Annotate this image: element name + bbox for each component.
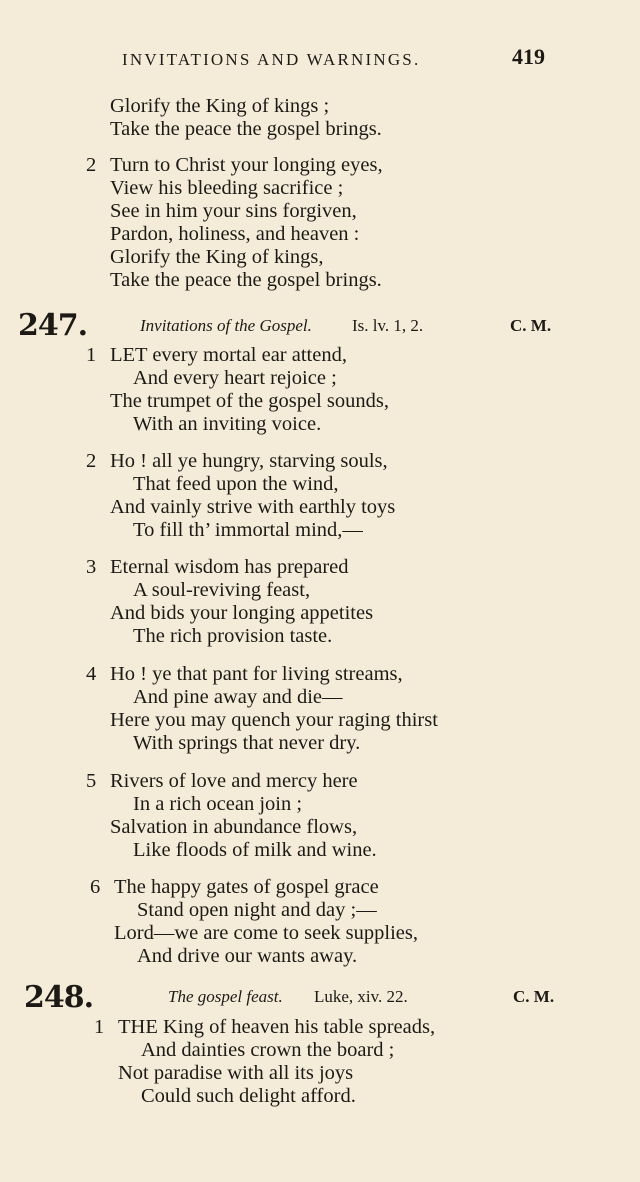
verse-line: And pine away and die— [133, 686, 343, 708]
verse-line: A soul-reviving feast, [133, 579, 311, 601]
verse-number: 3 [86, 556, 97, 578]
verse-number: 5 [86, 770, 97, 792]
verse-line: Pardon, holiness, and heaven : [110, 223, 360, 245]
verse-line: Ho ! ye that pant for living streams, [110, 663, 403, 685]
verse-line: Turn to Christ your longing eyes, [110, 154, 383, 176]
verse-line: Rivers of love and mercy here [110, 770, 358, 792]
verse-line: That feed upon the wind, [133, 473, 339, 495]
verse-line: And every heart rejoice ; [133, 367, 337, 389]
verse-line: Eternal wisdom has prepared [110, 556, 349, 578]
hymn-title: Invitations of the Gospel. [140, 316, 312, 335]
verse-line: With springs that never dry. [133, 732, 361, 754]
verse-line: Could such delight afford. [141, 1085, 356, 1107]
hymn-number: 248. [24, 980, 94, 1015]
verse-line: Stand open night and day ;— [137, 899, 377, 921]
verse-line: And bids your longing appetites [110, 602, 374, 624]
verse-line: With an inviting voice. [133, 413, 322, 435]
verse-line: View his bleeding sacrifice ; [110, 177, 344, 199]
verse-line: Glorify the King of kings ; [110, 95, 330, 117]
running-title: INVITATIONS AND WARNINGS. [122, 50, 421, 69]
verse-line: And vainly strive with earthly toys [110, 496, 396, 518]
verse-line: In a rich ocean join ; [133, 793, 303, 815]
hymn-meter: C. M. [510, 316, 552, 335]
verse-number: 4 [86, 663, 97, 685]
hymn-title: The gospel feast. [168, 987, 283, 1006]
verse-number: 2 [86, 450, 97, 472]
verse-line: Lord—we are come to seek supplies, [114, 922, 418, 944]
verse-line: See in him your sins forgiven, [110, 200, 357, 222]
verse-line: To fill th’ immortal mind,— [133, 519, 363, 541]
verse-line: The happy gates of gospel grace [114, 876, 379, 898]
verse-number: 1 [86, 344, 97, 366]
verse-line: LET every mortal ear attend, [110, 344, 347, 366]
hymn-meter: C. M. [513, 987, 555, 1006]
verse-line: And dainties crown the board ; [141, 1039, 395, 1061]
verse-line: Salvation in abundance flows, [110, 816, 358, 838]
page-number: 419 [512, 44, 545, 69]
verse-line: Here you may quench your raging thirst [110, 709, 438, 731]
verse-line: Take the peace the gospel brings. [110, 118, 382, 140]
verse-number: 2 [86, 154, 97, 176]
verse-line: THE King of heaven his table spreads, [118, 1016, 436, 1038]
verse-line: Ho ! all ye hungry, starving souls, [110, 450, 388, 472]
scripture-reference: Is. lv. 1, 2. [352, 316, 424, 335]
verse-line: Glorify the King of kings, [110, 246, 324, 268]
verse-line: Not paradise with all its joys [118, 1062, 354, 1084]
verse-line: The rich provision taste. [133, 625, 333, 647]
hymn-number: 247. [18, 308, 88, 343]
verse-line: The trumpet of the gospel sounds, [110, 390, 389, 412]
verse-line: Take the peace the gospel brings. [110, 269, 382, 291]
verse-number: 1 [94, 1016, 105, 1038]
verse-line: And drive our wants away. [137, 945, 358, 967]
scripture-reference: Luke, xiv. 22. [314, 987, 408, 1006]
verse-line: Like floods of milk and wine. [133, 839, 377, 861]
verse-number: 6 [90, 876, 101, 898]
